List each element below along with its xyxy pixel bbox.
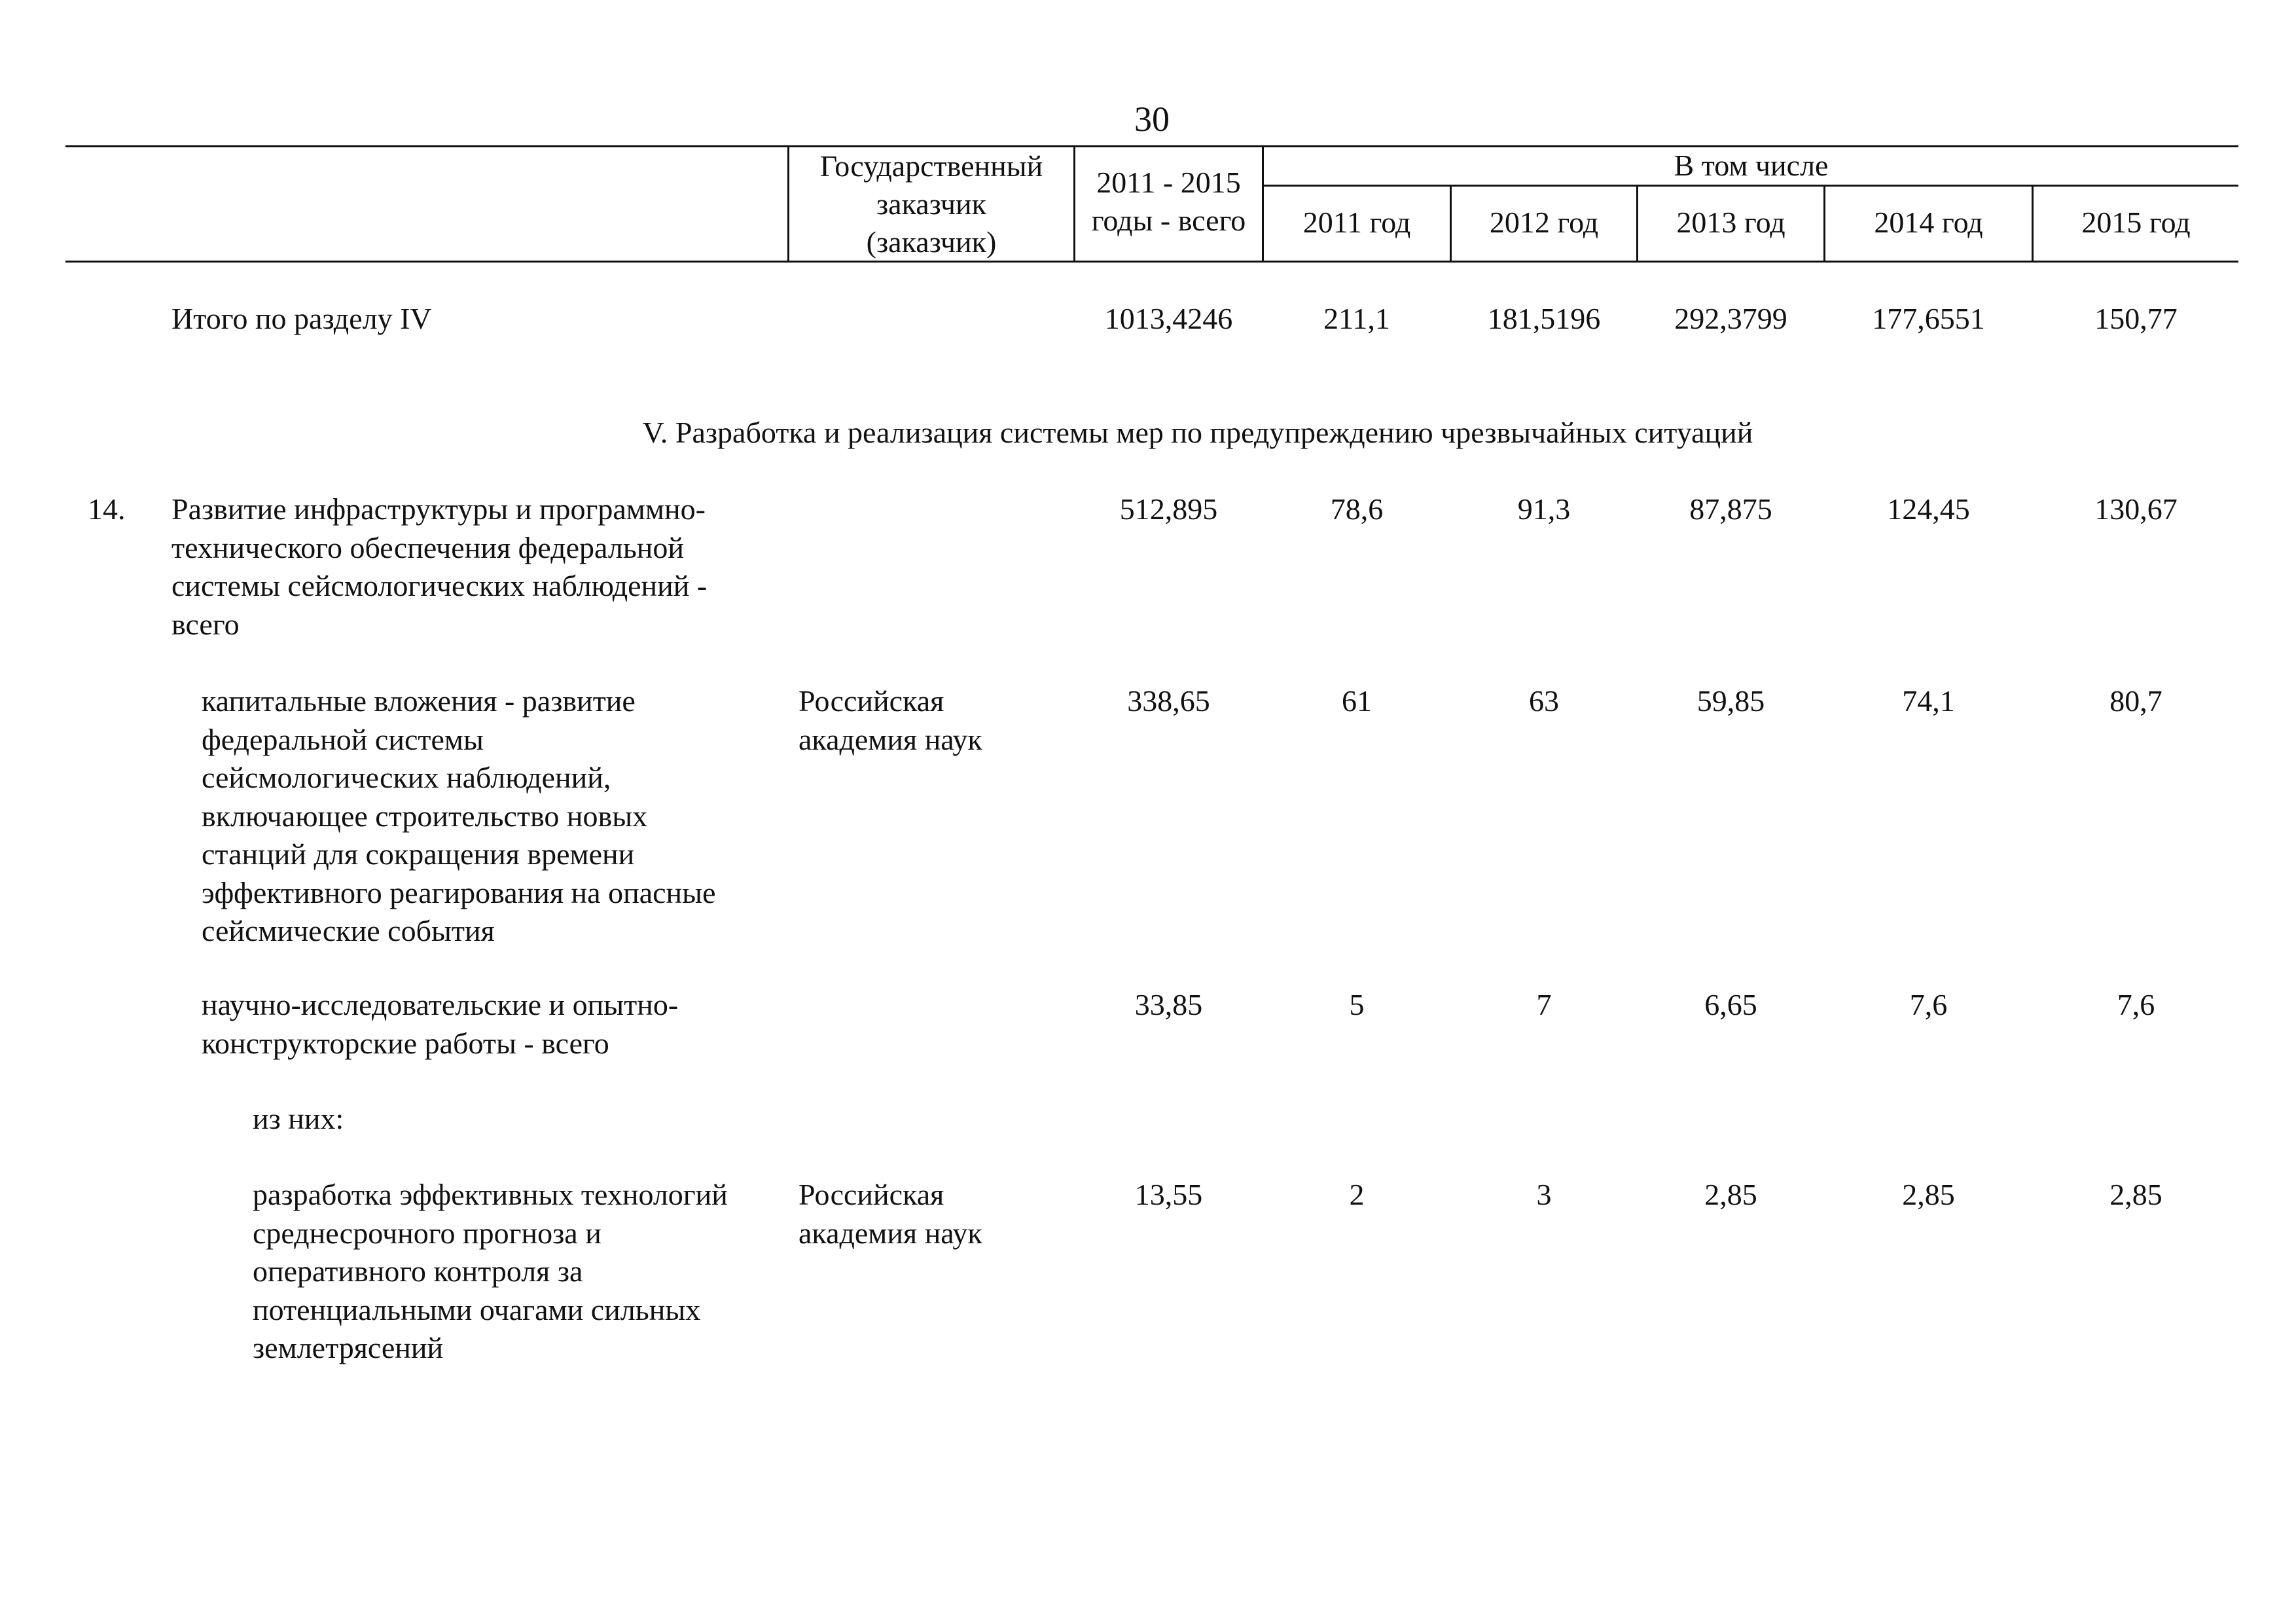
section-title: V. Разработка и реализация системы мер по предупреждению чрезвычайных ситуаций bbox=[642, 416, 1753, 449]
header-including-rule bbox=[1263, 185, 2238, 187]
row-value-2012: 7 bbox=[1536, 988, 1552, 1021]
header-total-period bbox=[1075, 164, 1262, 240]
row-value-2012: 63 bbox=[1529, 684, 1559, 718]
row-value-2011: 78,6 bbox=[1330, 492, 1384, 526]
row-customer bbox=[798, 682, 982, 759]
row-value-2014: 2,85 bbox=[1902, 1178, 1955, 1211]
row-value-2015: 80,7 bbox=[2109, 684, 2162, 718]
row-total-value: 1013,4246 bbox=[1104, 302, 1233, 335]
row-label-line: землетрясений bbox=[253, 1331, 444, 1364]
row-customer-line: Российская bbox=[798, 684, 944, 718]
row-label-line: сейсмические события bbox=[202, 914, 495, 947]
row-label-line: разработка эффективных технологий bbox=[253, 1178, 728, 1211]
row-value-2012: 3 bbox=[1536, 1178, 1552, 1211]
header-total-line: 2011 - 2015 bbox=[1096, 166, 1241, 199]
row-label bbox=[253, 1176, 728, 1368]
row-label-line: станций для сокращения времени bbox=[202, 837, 635, 871]
row-value-2015: 150,77 bbox=[2094, 302, 2178, 335]
row-label-line: научно-исследовательские и опытно- bbox=[202, 988, 679, 1021]
row-label bbox=[202, 682, 715, 951]
row-label bbox=[171, 490, 707, 644]
row-label-line: конструкторские работы - всего bbox=[202, 1026, 609, 1060]
row-label-line: среднесрочного прогноза и bbox=[253, 1216, 601, 1250]
header-bottom-rule bbox=[65, 261, 2238, 263]
page-number: 30 bbox=[1134, 100, 1170, 139]
header-customer-line: заказчик bbox=[876, 187, 986, 221]
header-including: В том числе bbox=[1674, 149, 1829, 182]
row-value-2013: 6,65 bbox=[1704, 988, 1757, 1021]
header-customer-line: Государственный bbox=[819, 149, 1043, 183]
row-value-2012: 181,5196 bbox=[1487, 302, 1601, 335]
header-year-2012: 2012 год bbox=[1489, 206, 1599, 239]
header-total-line: годы - всего bbox=[1091, 204, 1246, 237]
row-value-2011: 5 bbox=[1349, 988, 1365, 1021]
row-value-2011: 211,1 bbox=[1323, 302, 1390, 335]
row-value-2013: 59,85 bbox=[1696, 684, 1765, 718]
row-total-value: 13,55 bbox=[1134, 1178, 1203, 1211]
row-value-2015: 2,85 bbox=[2109, 1178, 2162, 1211]
row-value-2011: 61 bbox=[1342, 684, 1372, 718]
row-customer-line: Российская bbox=[798, 1178, 944, 1211]
row-index: 14. bbox=[88, 492, 126, 526]
row-value-2013: 2,85 bbox=[1704, 1178, 1757, 1211]
row-label-line: технического обеспечения федеральной bbox=[171, 530, 685, 564]
header-customer-line: (заказчик) bbox=[866, 225, 997, 259]
row-label-line: федеральной системы bbox=[202, 722, 484, 756]
row-label-line: включающее строительство новых bbox=[202, 799, 648, 833]
row-total-value: 338,65 bbox=[1127, 684, 1210, 718]
row-label-line: Развитие инфраструктуры и программно- bbox=[171, 492, 706, 526]
row-label-line: капитальные вложения - развитие bbox=[202, 684, 636, 718]
row-total-value: 512,895 bbox=[1119, 492, 1218, 526]
row-customer-line: академия наук bbox=[798, 1216, 982, 1250]
row-label-line: потенциальными очагами сильных bbox=[253, 1292, 701, 1326]
header-year-2013: 2013 год bbox=[1676, 206, 1785, 239]
row-value-2014: 124,45 bbox=[1887, 492, 1970, 526]
row-label-line: системы сейсмологических наблюдений - bbox=[171, 569, 708, 602]
row-label: Итого по разделу IV bbox=[171, 302, 432, 335]
row-value-2013: 87,875 bbox=[1689, 492, 1772, 526]
row-total-value: 33,85 bbox=[1134, 988, 1203, 1021]
row-value-2013: 292,3799 bbox=[1674, 302, 1787, 335]
row-customer bbox=[798, 1176, 982, 1252]
row-value-2012: 91,3 bbox=[1517, 492, 1571, 526]
header-year-2014: 2014 год bbox=[1874, 206, 1983, 239]
row-customer-line: академия наук bbox=[798, 722, 982, 756]
header-year-2015: 2015 год bbox=[2081, 206, 2191, 239]
row-value-2011: 2 bbox=[1349, 1178, 1365, 1211]
row-value-2014: 74,1 bbox=[1902, 684, 1955, 718]
row-value-2015: 7,6 bbox=[2117, 988, 2155, 1021]
header-year-2011: 2011 год bbox=[1302, 206, 1411, 239]
row-label bbox=[202, 986, 678, 1063]
row-value-2014: 7,6 bbox=[1909, 988, 1948, 1021]
row-label: из них: bbox=[253, 1102, 344, 1135]
row-value-2014: 177,6551 bbox=[1872, 302, 1985, 335]
row-label-line: всего bbox=[171, 607, 240, 641]
row-label-line: эффективного реагирования на опасные bbox=[202, 875, 716, 909]
row-label-line: оперативного контроля за bbox=[253, 1254, 583, 1288]
row-value-2015: 130,67 bbox=[2094, 492, 2178, 526]
header-customer bbox=[789, 147, 1073, 261]
row-label-line: сейсмологических наблюдений, bbox=[202, 761, 611, 794]
